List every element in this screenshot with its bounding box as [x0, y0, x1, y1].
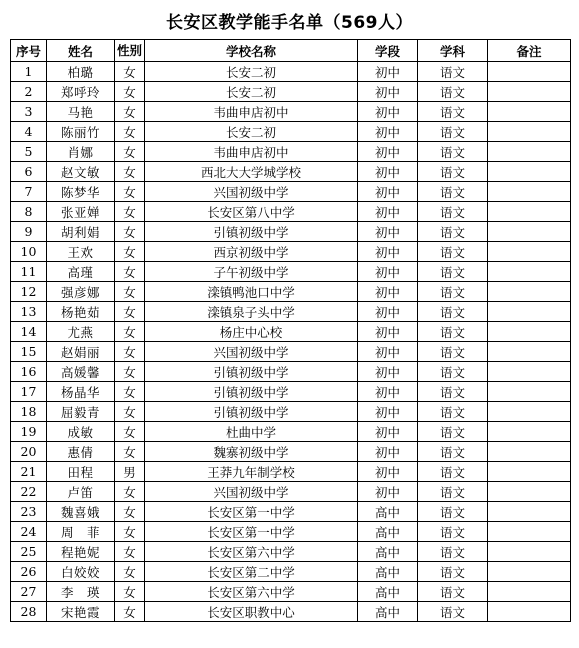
cell-gender: 女: [115, 182, 145, 202]
cell-gender: 女: [115, 442, 145, 462]
cell-seq: 11: [11, 262, 47, 282]
cell-subject: 语文: [418, 102, 488, 122]
cell-gender: 女: [115, 122, 145, 142]
cell-name: 李 瑛: [47, 582, 115, 602]
cell-remark: [488, 342, 571, 362]
cell-seq: 19: [11, 422, 47, 442]
cell-name: 马艳: [47, 102, 115, 122]
cell-level: 高中: [358, 582, 418, 602]
cell-subject: 语文: [418, 262, 488, 282]
cell-remark: [488, 242, 571, 262]
cell-remark: [488, 362, 571, 382]
cell-seq: 28: [11, 602, 47, 622]
cell-name: 高媛馨: [47, 362, 115, 382]
cell-school: 滦镇鸭池口中学: [145, 282, 358, 302]
cell-subject: 语文: [418, 602, 488, 622]
table-header-row: [11, 40, 571, 62]
table-row: [11, 482, 571, 502]
cell-seq: 15: [11, 342, 47, 362]
table-row: [11, 542, 571, 562]
table-row: [11, 602, 571, 622]
cell-level: 初中: [358, 402, 418, 422]
cell-name: 惠倩: [47, 442, 115, 462]
cell-school: 韦曲申店初中: [145, 102, 358, 122]
cell-name: 王欢: [47, 242, 115, 262]
cell-level: 高中: [358, 522, 418, 542]
cell-name: 白姣姣: [47, 562, 115, 582]
cell-gender: 女: [115, 342, 145, 362]
cell-seq: 21: [11, 462, 47, 482]
cell-gender: 女: [115, 82, 145, 102]
cell-remark: [488, 562, 571, 582]
cell-remark: [488, 442, 571, 462]
cell-subject: 语文: [418, 522, 488, 542]
cell-level: 初中: [358, 242, 418, 262]
cell-gender: 男: [115, 462, 145, 482]
cell-school: 王莽九年制学校: [145, 462, 358, 482]
table-row: [11, 422, 571, 442]
document-title: 长安区教学能手名单（569人）: [166, 13, 413, 33]
cell-subject: 语文: [418, 402, 488, 422]
cell-remark: [488, 422, 571, 442]
cell-school: 兴国初级中学: [145, 482, 358, 502]
cell-school: 长安区职教中心: [145, 602, 358, 622]
cell-remark: [488, 402, 571, 422]
cell-seq: 23: [11, 502, 47, 522]
header-gender: 性别: [115, 40, 145, 62]
header-name: 姓名: [47, 40, 115, 62]
cell-name: 强彦娜: [47, 282, 115, 302]
cell-school: 长安二初: [145, 122, 358, 142]
cell-school: 兴国初级中学: [145, 342, 358, 362]
cell-gender: 女: [115, 502, 145, 522]
cell-seq: 14: [11, 322, 47, 342]
cell-level: 初中: [358, 142, 418, 162]
cell-subject: 语文: [418, 82, 488, 102]
table-row: [11, 202, 571, 222]
cell-subject: 语文: [418, 322, 488, 342]
cell-gender: 女: [115, 262, 145, 282]
cell-name: 陈梦华: [47, 182, 115, 202]
cell-gender: 女: [115, 242, 145, 262]
cell-gender: 女: [115, 282, 145, 302]
table-row: [11, 122, 571, 142]
cell-level: 初中: [358, 262, 418, 282]
cell-school: 引镇初级中学: [145, 382, 358, 402]
cell-gender: 女: [115, 422, 145, 442]
cell-subject: 语文: [418, 182, 488, 202]
cell-seq: 27: [11, 582, 47, 602]
cell-seq: 2: [11, 82, 47, 102]
cell-remark: [488, 142, 571, 162]
cell-level: 初中: [358, 82, 418, 102]
cell-level: 初中: [358, 182, 418, 202]
table-row: [11, 342, 571, 362]
header-level: 学段: [358, 40, 418, 62]
cell-gender: 女: [115, 222, 145, 242]
table-row: [11, 222, 571, 242]
cell-level: 高中: [358, 542, 418, 562]
cell-seq: 24: [11, 522, 47, 542]
cell-name: 柏璐: [47, 62, 115, 82]
cell-seq: 3: [11, 102, 47, 122]
cell-remark: [488, 122, 571, 142]
cell-level: 初中: [358, 282, 418, 302]
cell-school: 引镇初级中学: [145, 402, 358, 422]
cell-name: 周 菲: [47, 522, 115, 542]
cell-level: 高中: [358, 502, 418, 522]
cell-seq: 16: [11, 362, 47, 382]
cell-name: 陈丽竹: [47, 122, 115, 142]
cell-gender: 女: [115, 542, 145, 562]
cell-level: 初中: [358, 62, 418, 82]
cell-remark: [488, 382, 571, 402]
cell-gender: 女: [115, 362, 145, 382]
cell-level: 初中: [358, 442, 418, 462]
cell-remark: [488, 502, 571, 522]
table-row: [11, 402, 571, 422]
cell-remark: [488, 322, 571, 342]
table-row: [11, 102, 571, 122]
cell-school: 子午初级中学: [145, 262, 358, 282]
cell-name: 郑呼玲: [47, 82, 115, 102]
table-row: [11, 362, 571, 382]
header-school: 学校名称: [145, 40, 358, 62]
cell-gender: 女: [115, 62, 145, 82]
cell-gender: 女: [115, 202, 145, 222]
cell-seq: 1: [11, 62, 47, 82]
cell-gender: 女: [115, 582, 145, 602]
cell-school: 韦曲申店初中: [145, 142, 358, 162]
cell-remark: [488, 542, 571, 562]
header-remark: 备注: [488, 40, 571, 62]
cell-seq: 8: [11, 202, 47, 222]
cell-school: 长安区第二中学: [145, 562, 358, 582]
cell-school: 西京初级中学: [145, 242, 358, 262]
cell-level: 初中: [358, 422, 418, 442]
cell-level: 初中: [358, 202, 418, 222]
cell-subject: 语文: [418, 562, 488, 582]
cell-seq: 22: [11, 482, 47, 502]
cell-seq: 9: [11, 222, 47, 242]
cell-level: 初中: [358, 302, 418, 322]
cell-school: 滦镇泉子头中学: [145, 302, 358, 322]
cell-seq: 18: [11, 402, 47, 422]
cell-remark: [488, 182, 571, 202]
table-row: [11, 502, 571, 522]
cell-gender: 女: [115, 302, 145, 322]
cell-name: 魏喜娥: [47, 502, 115, 522]
cell-level: 初中: [358, 322, 418, 342]
cell-gender: 女: [115, 602, 145, 622]
cell-name: 屈毅青: [47, 402, 115, 422]
cell-remark: [488, 262, 571, 282]
cell-remark: [488, 62, 571, 82]
cell-name: 杨艳茹: [47, 302, 115, 322]
cell-seq: 25: [11, 542, 47, 562]
cell-gender: 女: [115, 482, 145, 502]
table-row: [11, 162, 571, 182]
cell-school: 长安区第六中学: [145, 542, 358, 562]
cell-gender: 女: [115, 382, 145, 402]
cell-remark: [488, 522, 571, 542]
cell-name: 宋艳霞: [47, 602, 115, 622]
cell-name: 程艳妮: [47, 542, 115, 562]
cell-seq: 7: [11, 182, 47, 202]
cell-gender: 女: [115, 322, 145, 342]
cell-remark: [488, 222, 571, 242]
table-row: [11, 262, 571, 282]
cell-school: 引镇初级中学: [145, 222, 358, 242]
cell-remark: [488, 302, 571, 322]
cell-gender: 女: [115, 162, 145, 182]
cell-seq: 5: [11, 142, 47, 162]
cell-gender: 女: [115, 522, 145, 542]
cell-remark: [488, 82, 571, 102]
cell-level: 初中: [358, 162, 418, 182]
cell-subject: 语文: [418, 222, 488, 242]
cell-level: 初中: [358, 362, 418, 382]
cell-remark: [488, 102, 571, 122]
cell-name: 尤燕: [47, 322, 115, 342]
cell-subject: 语文: [418, 502, 488, 522]
cell-school: 魏寨初级中学: [145, 442, 358, 462]
cell-subject: 语文: [418, 542, 488, 562]
table-row: [11, 582, 571, 602]
table-row: [11, 562, 571, 582]
cell-level: 初中: [358, 102, 418, 122]
cell-level: 初中: [358, 122, 418, 142]
table-body: [11, 62, 571, 622]
cell-school: 引镇初级中学: [145, 362, 358, 382]
table-row: [11, 142, 571, 162]
cell-seq: 12: [11, 282, 47, 302]
table-row: [11, 182, 571, 202]
cell-gender: 女: [115, 562, 145, 582]
cell-remark: [488, 202, 571, 222]
cell-gender: 女: [115, 102, 145, 122]
cell-subject: 语文: [418, 382, 488, 402]
cell-subject: 语文: [418, 422, 488, 442]
cell-name: 卢笛: [47, 482, 115, 502]
cell-school: 兴国初级中学: [145, 182, 358, 202]
cell-subject: 语文: [418, 282, 488, 302]
cell-subject: 语文: [418, 202, 488, 222]
cell-seq: 26: [11, 562, 47, 582]
cell-name: 张亚婵: [47, 202, 115, 222]
cell-subject: 语文: [418, 362, 488, 382]
cell-seq: 17: [11, 382, 47, 402]
roster-table: [10, 39, 571, 622]
cell-school: 杜曲中学: [145, 422, 358, 442]
cell-subject: 语文: [418, 242, 488, 262]
cell-subject: 语文: [418, 342, 488, 362]
cell-level: 初中: [358, 462, 418, 482]
cell-level: 初中: [358, 342, 418, 362]
cell-level: 初中: [358, 482, 418, 502]
cell-remark: [488, 282, 571, 302]
cell-name: 成敏: [47, 422, 115, 442]
cell-level: 高中: [358, 602, 418, 622]
cell-gender: 女: [115, 402, 145, 422]
table-row: [11, 302, 571, 322]
cell-name: 高瑾: [47, 262, 115, 282]
table-row: [11, 322, 571, 342]
cell-school: 长安区第一中学: [145, 522, 358, 542]
header-seq: 序号: [11, 40, 47, 62]
cell-level: 高中: [358, 562, 418, 582]
cell-name: 胡利娟: [47, 222, 115, 242]
table-row: [11, 62, 571, 82]
cell-remark: [488, 582, 571, 602]
cell-seq: 4: [11, 122, 47, 142]
cell-name: 杨晶华: [47, 382, 115, 402]
header-subject: 学科: [418, 40, 488, 62]
cell-subject: 语文: [418, 582, 488, 602]
cell-subject: 语文: [418, 62, 488, 82]
cell-name: 肖娜: [47, 142, 115, 162]
cell-seq: 6: [11, 162, 47, 182]
cell-school: 长安区第六中学: [145, 582, 358, 602]
table-row: [11, 462, 571, 482]
table-row: [11, 282, 571, 302]
cell-subject: 语文: [418, 302, 488, 322]
cell-remark: [488, 482, 571, 502]
table-row: [11, 382, 571, 402]
table-row: [11, 522, 571, 542]
cell-school: 长安区第八中学: [145, 202, 358, 222]
cell-subject: 语文: [418, 142, 488, 162]
cell-subject: 语文: [418, 462, 488, 482]
cell-school: 长安区第一中学: [145, 502, 358, 522]
table-row: [11, 442, 571, 462]
cell-seq: 20: [11, 442, 47, 462]
cell-remark: [488, 602, 571, 622]
cell-level: 初中: [358, 382, 418, 402]
cell-name: 赵文敏: [47, 162, 115, 182]
table-row: [11, 82, 571, 102]
cell-seq: 10: [11, 242, 47, 262]
cell-subject: 语文: [418, 122, 488, 142]
cell-name: 田程: [47, 462, 115, 482]
cell-school: 长安二初: [145, 82, 358, 102]
cell-subject: 语文: [418, 482, 488, 502]
cell-school: 西北大大学城学校: [145, 162, 358, 182]
cell-level: 初中: [358, 222, 418, 242]
cell-gender: 女: [115, 142, 145, 162]
table-row: [11, 242, 571, 262]
cell-name: 赵娟丽: [47, 342, 115, 362]
cell-seq: 13: [11, 302, 47, 322]
cell-school: 长安二初: [145, 62, 358, 82]
cell-subject: 语文: [418, 442, 488, 462]
cell-subject: 语文: [418, 162, 488, 182]
cell-remark: [488, 462, 571, 482]
cell-remark: [488, 162, 571, 182]
cell-school: 杨庄中心校: [145, 322, 358, 342]
